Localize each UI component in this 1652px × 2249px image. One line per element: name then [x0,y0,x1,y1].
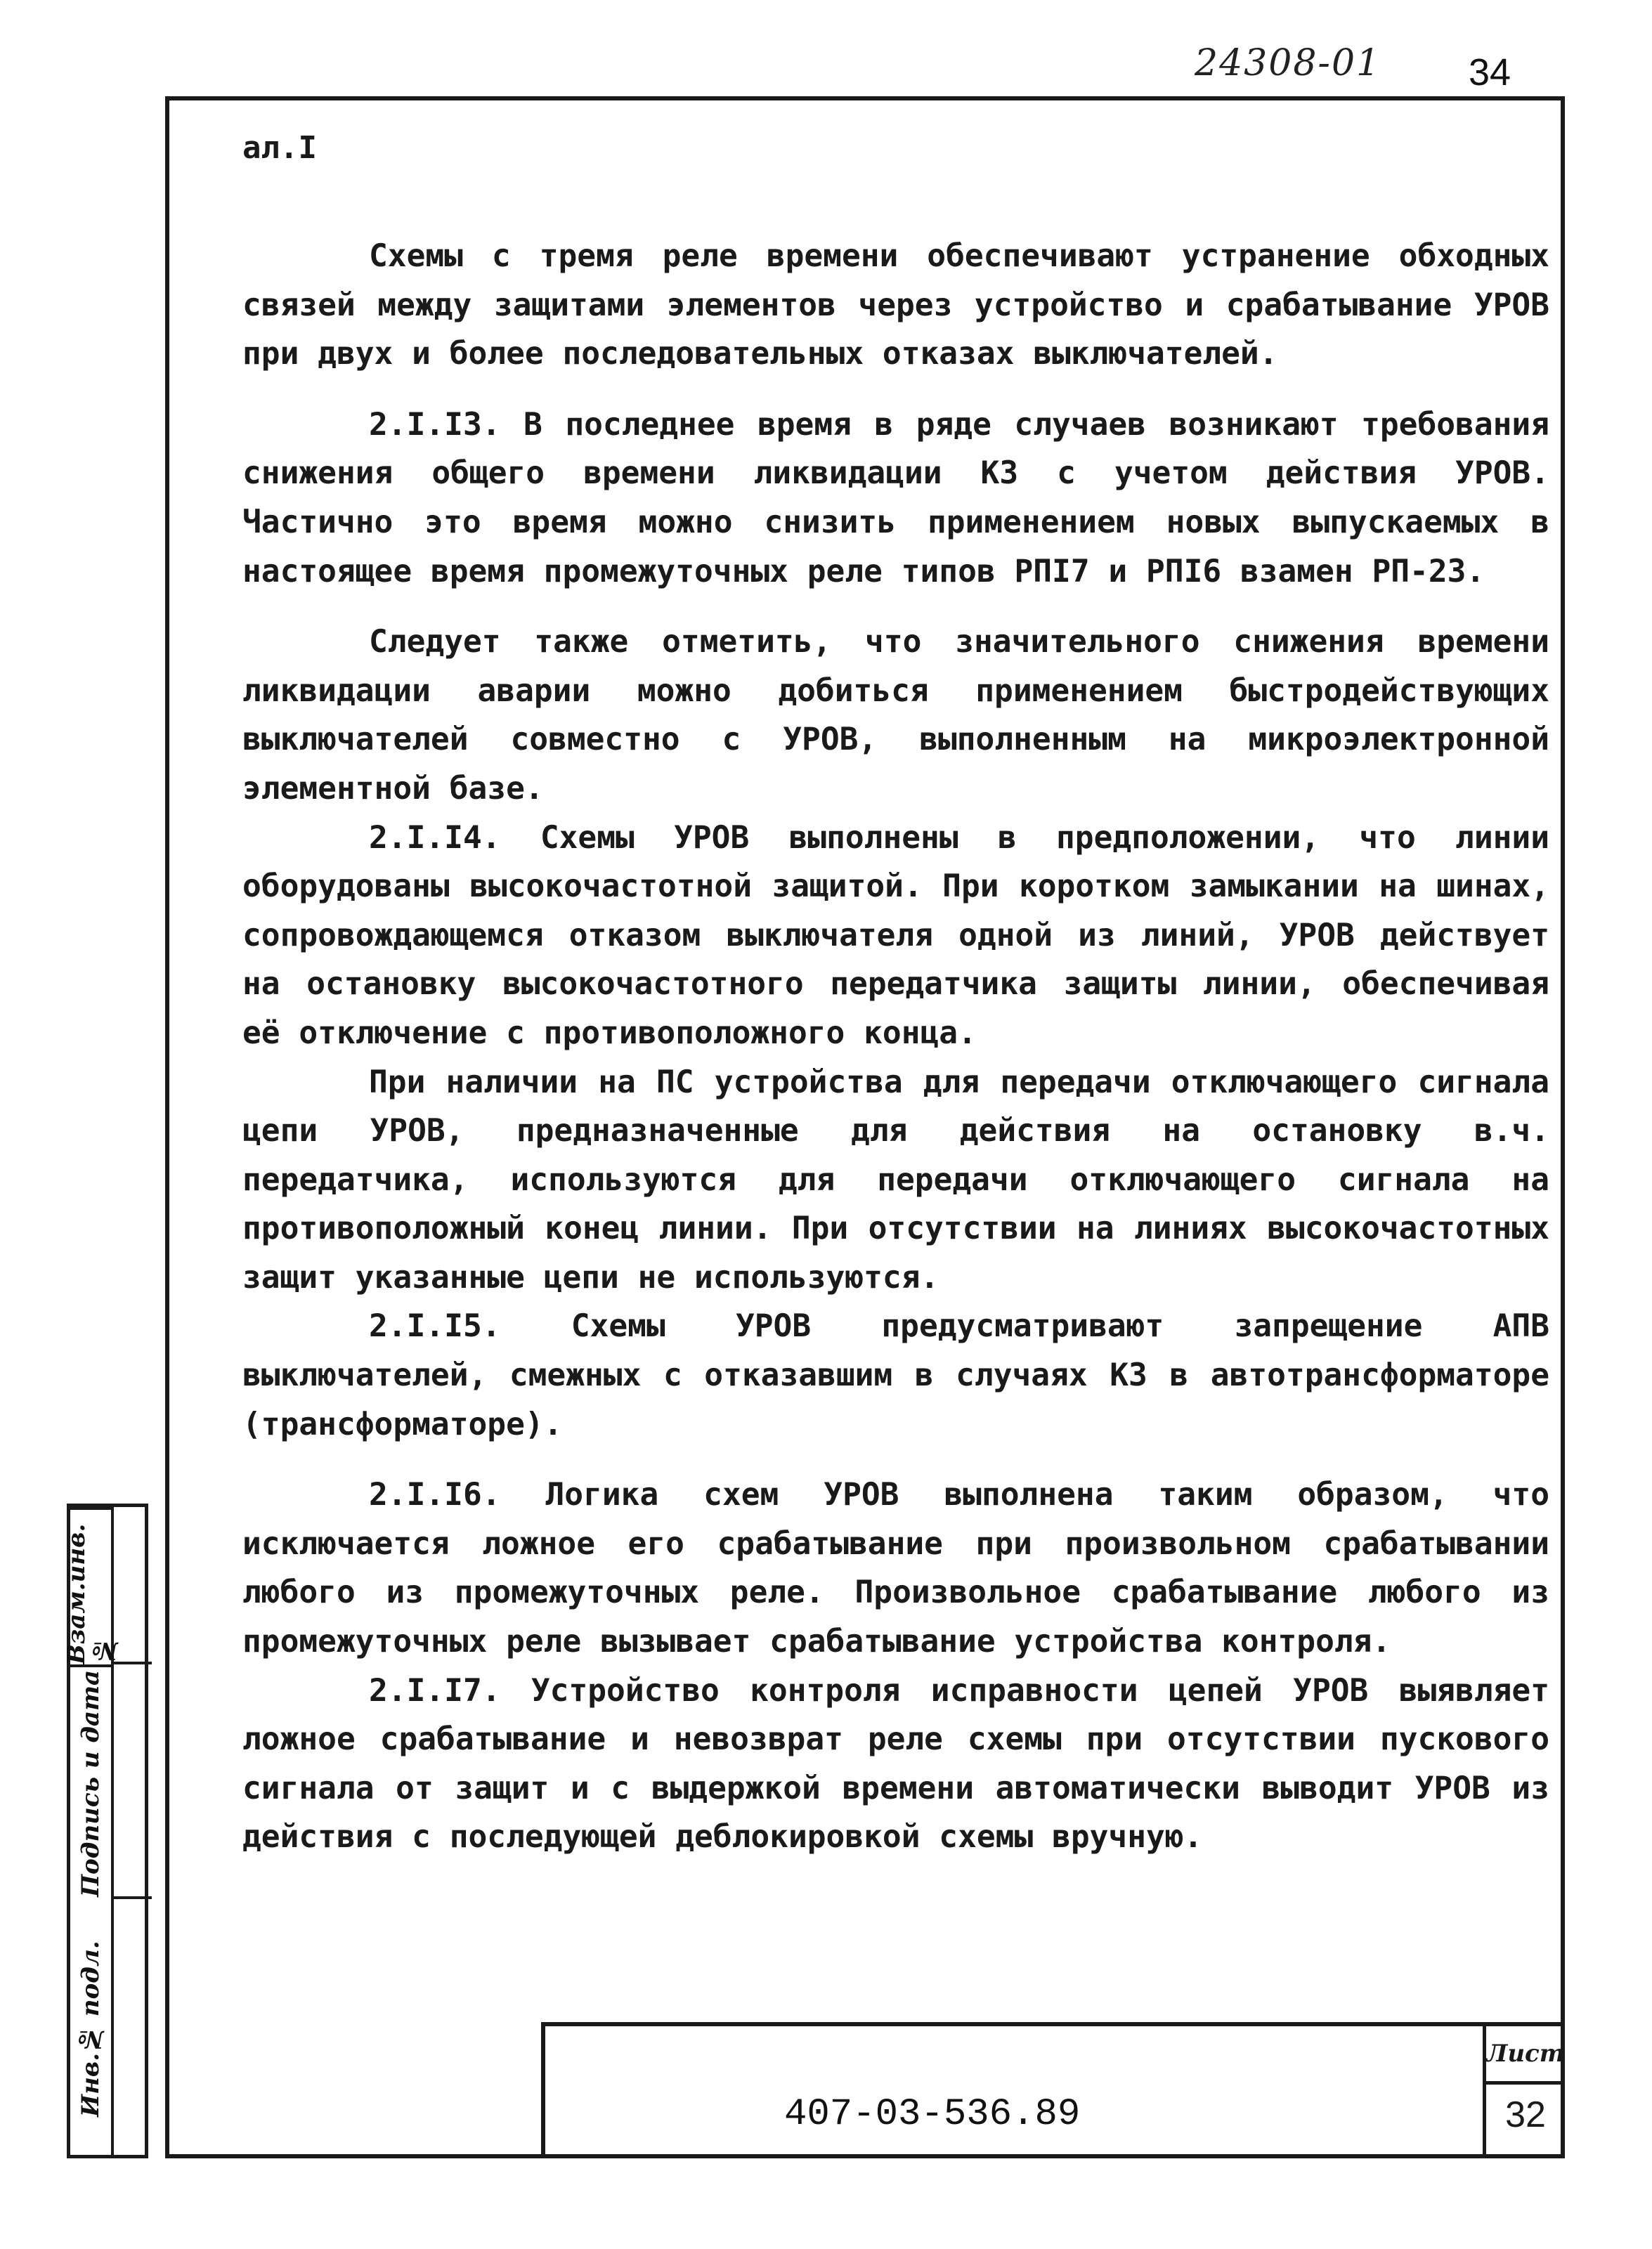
side-stamp-label-replaces: Взам.инв.№ [63,1523,119,1664]
paragraph-2-1-13: 2.I.I3. В последнее время в ряде случаев возникают требования снижения общего времени ликвидации КЗ с учетом действия УРОВ. Частично это время можно снизить применением новых выпускаемых в настоящее время промежуточных реле типов РПI7 и РПI6 взамен РП-23. [242,406,1549,589]
paragraph-transmission-device: При наличии на ПС устройства для передачи отключающего сигнала цепи УРОВ, предназначенные для действия на остановку в.ч. передатчика, используются для передачи отключающего сигнала на противоположный конец линии. При отсутствии на линиях высокочастотных защит указанные цепи не используются. [242,1064,1549,1296]
side-stamp-cell-inv-number [63,1507,119,1664]
paragraph-fast-breakers: Следует также отметить, что значительного снижения времени ликвидации аварии можно добиться применением быстродействующих выключателей совместно с УРОВ, выполненным на микроэлектронной элементной базе. [242,624,1549,807]
sheet-number: 32 [1505,2094,1546,2135]
sheet-label: Лист [1486,2026,1565,2085]
header-page-number: 34 [1469,51,1511,93]
side-stamp-label-original: Инв.№ подл. [77,1941,105,2118]
paragraph-2-1-15: 2.I.I5. Схемы УРОВ предусматривают запрещение АПВ выключателей, смежных с отказавшим в случаях КЗ в автотрансформаторе (трансформаторе). [242,1308,1549,1442]
side-stamp-label-signature: Подпись и дата [77,1669,105,1897]
sheet-box [1483,2026,1565,2158]
side-stamp [63,1504,148,2158]
corner-label: ал.I [242,130,317,166]
document-body [242,232,1549,1862]
document-code: 407-03-536.89 [784,2093,1081,2136]
side-stamp-divider [111,1662,152,1664]
side-stamp-cell-signature [70,1664,111,1899]
side-stamp-label-column [63,1507,119,2155]
side-stamp-divider [111,1896,152,1899]
header-doc-ref: 24308-01 [1195,42,1381,84]
side-stamp-cell-original [70,1899,111,2159]
paragraph-bypass-connections: Схемы с тремя реле времени обеспечивают устранение обходных связей между защитами элементов через устройство и срабатывание УРОВ при двух и более последовательных отказах выключателей. [242,238,1549,372]
paragraph-2-1-14: 2.I.I4. Схемы УРОВ выполнены в предположении, что линии оборудованы высокочастотной защитой. При коротком замыкании на шинах, сопровождающемся отказом выключателя одной из линий, УРОВ действует на остановку высокочастотного передатчика защиты линии, обеспечивая её отключение с противоположного конца. [242,819,1549,1051]
paragraph-2-1-16: 2.I.I6. Логика схем УРОВ выполнена таким образом, что исключается ложное его срабатывание при произвольном срабатывании любого из промежуточных реле. Произвольное срабатывание любого из промежуточных реле вызывает срабатывание устройства контроля. [242,1477,1549,1660]
title-block [541,2022,1565,2158]
paragraph-2-1-17: 2.I.I7. Устройство контроля исправности цепей УРОВ выявляет ложное срабатывание и невозврат реле схемы при отсутствии пускового сигнала от защит и с выдержкой времени автоматически выводит УРОВ из действия с последующей деблокировкой схемы вручную. [242,1672,1549,1856]
